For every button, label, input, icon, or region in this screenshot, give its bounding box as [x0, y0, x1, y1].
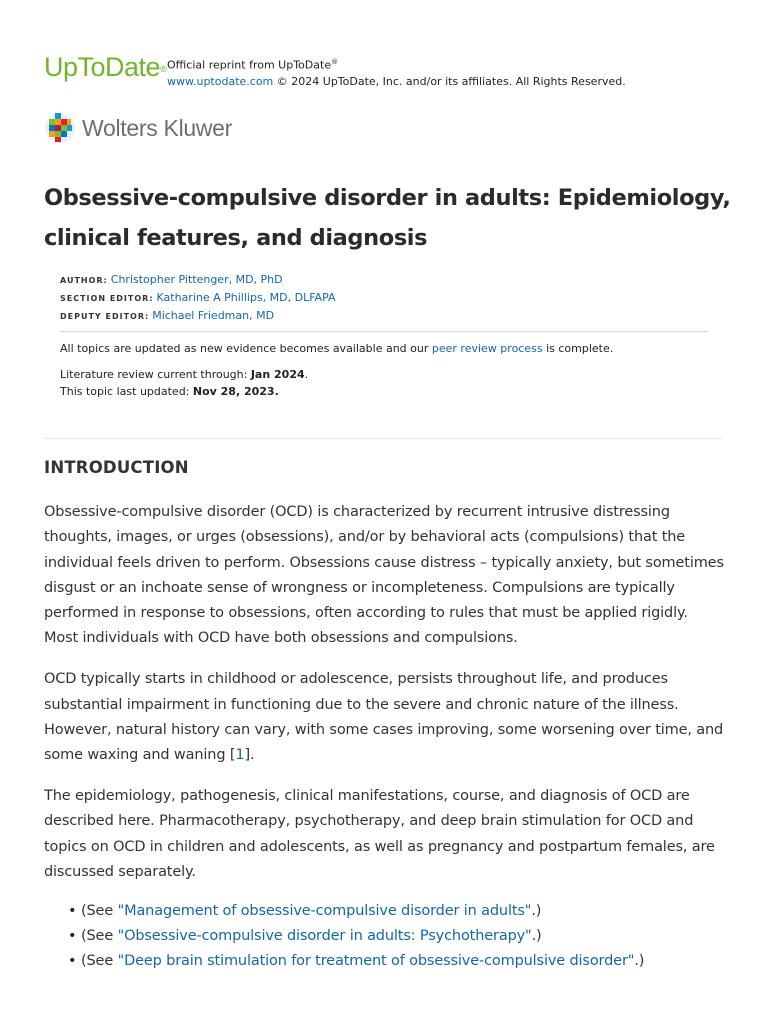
deputy-editor-link[interactable]: Michael Friedman, MD: [152, 309, 275, 322]
wolters-kluwer-mosaic-icon: [44, 112, 76, 144]
see-prefix: (See: [81, 952, 118, 969]
uptodate-site-link[interactable]: www.uptodate.com: [167, 74, 274, 88]
copyright-text: © 2024 UpToDate, Inc. and/or its affiliates. All Rights Reserved.: [273, 74, 626, 88]
see-prefix: (See: [81, 927, 118, 944]
list-item: [68, 949, 724, 974]
reprint-line: Official reprint from UpToDate: [167, 58, 332, 72]
reprint-reg: ®: [331, 58, 339, 66]
intro-paragraph-2: [44, 667, 724, 768]
literature-review-date: Jan 2024: [250, 368, 305, 381]
update-policy: [60, 340, 710, 357]
section-divider: [44, 438, 722, 439]
wolters-kluwer-logo: [44, 112, 304, 144]
author-link[interactable]: Christopher Pittenger, MD, PhD: [110, 273, 283, 286]
update-policy-text: All topics are updated as new evidence becomes available and our: [60, 342, 432, 355]
see-also-list: [68, 899, 724, 974]
update-policy-end: is complete.: [542, 342, 614, 355]
deputy-editor-label: DEPUTY EDITOR:: [60, 312, 150, 321]
article-title: Obsessive-compulsive disorder in adults: Epidemiology, clinical features, and diagnosis: [44, 185, 731, 251]
contributors-divider: [60, 331, 708, 332]
section-editor-link[interactable]: Katharine A Phillips, MD, DLFAPA: [156, 291, 336, 304]
list-item: [68, 899, 724, 924]
intro-paragraph-2-text: OCD typically starts in childhood or adolescence, persists throughout life, and produces substantial impairment in functioning due to the severe and chronic nature of the illness. However, natural history can vary, with some cases improving, some worsening over time, and some waxing and waning [: [44, 671, 724, 764]
peer-review-link[interactable]: peer review process: [431, 342, 543, 355]
see-suffix: .): [634, 952, 645, 969]
intro-paragraph-2-end: ].: [244, 747, 255, 764]
uptodate-logo[interactable]: [44, 52, 166, 82]
literature-review-label: Literature review current through:: [60, 368, 251, 381]
last-updated-line: [60, 383, 710, 400]
section-editor-label: SECTION EDITOR:: [60, 294, 154, 303]
last-updated-date: Nov 28, 2023.: [192, 385, 279, 398]
introduction-body: [44, 500, 724, 974]
topic-link-psychotherapy[interactable]: "Obsessive-compulsive disorder in adults: Psychotherapy": [117, 927, 532, 944]
author-label: AUTHOR:: [60, 276, 108, 285]
wolters-kluwer-wordmark: Wolters Kluwer: [82, 115, 233, 141]
section-editor-row: [60, 289, 710, 307]
topic-link-deep-brain-stimulation[interactable]: "Deep brain stimulation for treatment of obsessive-compulsive disorder": [117, 952, 635, 969]
introduction-heading: INTRODUCTION: [44, 458, 189, 477]
uptodate-logo-text: UpToDate: [44, 52, 161, 82]
literature-review-line: Literature review current through: Jan 2024.: [60, 368, 309, 381]
reprint-notice: [167, 54, 626, 90]
reprint-header: [44, 52, 734, 92]
reference-link-1[interactable]: 1: [235, 747, 245, 764]
article-contributors: [60, 271, 710, 325]
last-updated-label: This topic last updated:: [60, 385, 193, 398]
update-info: [60, 340, 710, 400]
see-suffix: .): [531, 927, 542, 944]
see-suffix: .): [531, 902, 542, 919]
list-item: [68, 924, 724, 949]
see-prefix: (See: [81, 902, 118, 919]
topic-link-management[interactable]: "Management of obsessive-compulsive disorder in adults": [117, 902, 532, 919]
intro-paragraph-1: Obsessive-compulsive disorder (OCD) is characterized by recurrent intrusive distressing thoughts, images, or urges (obsessions), and/or by behavioral acts (compulsions) that the individual feels driven to perform. Obsessions cause distress – typically anxiety, but sometimes disgust or an inchoate sense of wrongness or incompleteness. Compulsions are typically performed in response to obsessions, often according to rules that must be applied rigidly. Most individuals with OCD have both obsessions and compulsions.: [44, 504, 724, 647]
deputy-editor-row: [60, 307, 710, 325]
intro-paragraph-3: The epidemiology, pathogenesis, clinical manifestations, course, and diagnosis of OCD are described here. Pharmacotherapy, psychotherapy, and deep brain stimulation for OCD and topics on OCD in children and adolescents, as well as pregnancy and postpartum females, are discussed separately.: [44, 787, 715, 880]
uptodate-logo-reg: ®: [160, 64, 167, 74]
author-row: [60, 271, 710, 289]
